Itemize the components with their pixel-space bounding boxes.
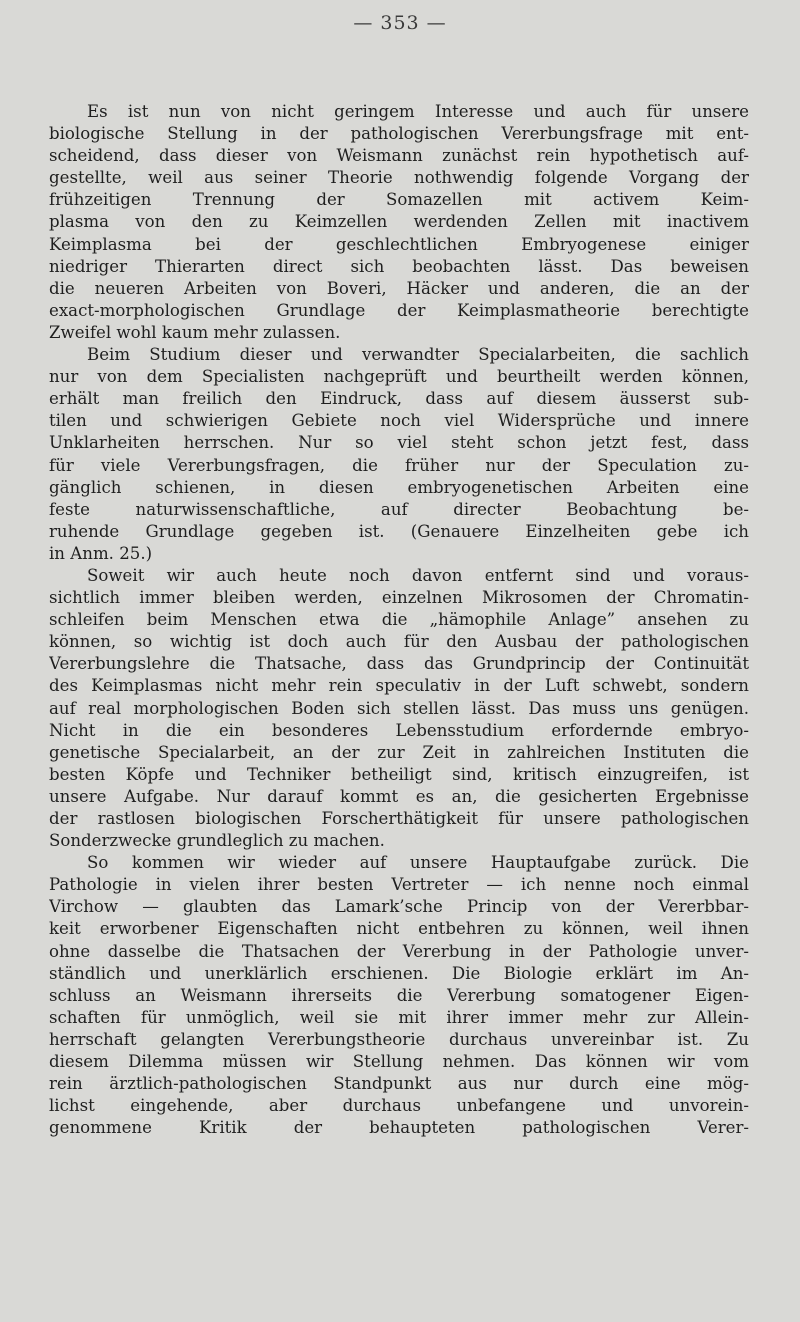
text-line: Unklarheiten herrschen. Nur so viel steht schon jetzt fest, dass	[49, 433, 749, 453]
text-line: können, so wichtig ist doch auch für den Ausbau der pathologischen	[49, 632, 749, 652]
text-line: genommene Kritik der behaupteten pathologischen Verer-	[49, 1118, 749, 1138]
text-line: Virchow — glaubten das Lamark’sche Princip von der Vererbbar-	[49, 897, 749, 917]
text-line: der rastlosen biologischen Forscherthätigkeit für unsere pathologischen	[49, 809, 749, 828]
text-line: Soweit wir auch heute noch davon entfernt sind und voraus-	[87, 565, 749, 585]
text-line: tilen und schwierigen Gebiete noch viel Widersprüche und innere	[49, 411, 749, 431]
text-line: Vererbungslehre die Thatsache, dass das Grundprincip der Continuität	[49, 654, 749, 674]
text-line: plasma von den zu Keimzellen werdenden Zellen mit inactivem	[49, 212, 749, 232]
text-line: keit erworbener Eigenschaften nicht entbehren zu können, weil ihnen	[49, 919, 749, 939]
text-line: gestellte, weil aus seiner Theorie nothwendig folgende Vorgang der	[49, 168, 749, 188]
text-line: So kommen wir wieder auf unsere Hauptaufgabe zurück. Die	[87, 853, 749, 873]
text-line: sichtlich immer bleiben werden, einzelnen Mikrosomen der Chromatin-	[49, 588, 749, 608]
text-line: Pathologie in vielen ihrer besten Vertreter — ich nenne noch einmal	[49, 875, 749, 895]
text-line: ruhende Grundlage gegeben ist. (Genauere Einzelheiten gebe ich	[49, 521, 749, 541]
text-line: biologische Stellung in der pathologischen Vererbungsfrage mit ent-	[49, 124, 749, 144]
text-line: gänglich schienen, in diesen embryogenetischen Arbeiten eine	[49, 477, 749, 497]
text-line: schluss an Weismann ihrerseits die Vererbung somatogener Eigen-	[49, 985, 749, 1005]
text-line: genetische Specialarbeit, an der zur Zeit in zahlreichen Instituten die	[49, 742, 749, 762]
text-line: schleifen beim Menschen etwa die „hämophile Anlage” ansehen zu	[49, 610, 749, 630]
text-line: herrschaft gelangten Vererbungstheorie durchaus unvereinbar ist. Zu	[49, 1029, 749, 1049]
text-line: unsere Aufgabe. Nur darauf kommt es an, die gesicherten Ergebnisse	[49, 786, 749, 806]
text-line: schaften für unmöglich, weil sie mit ihrer immer mehr zur Allein-	[49, 1007, 749, 1027]
text-line: rein ärztlich-pathologischen Standpunkt aus nur durch eine mög-	[49, 1074, 749, 1094]
text-line: für viele Vererbungsfragen, die früher nur der Speculation zu-	[49, 455, 749, 475]
text-line: Keimplasma bei der geschlechtlichen Embryogenese einiger	[49, 234, 749, 254]
text-line: in Anm. 25.)	[49, 543, 153, 563]
text-line: die neueren Arbeiten von Boveri, Häcker und anderen, die an der	[49, 278, 749, 298]
body-text	[49, 101, 749, 1139]
text-line: feste naturwissenschaftliche, auf directer Beobachtung be-	[49, 499, 749, 519]
text-line: exact-morphologischen Grundlage der Keimplasmatheorie berechtigte	[49, 300, 749, 320]
text-line: ohne dasselbe die Thatsachen der Vererbung in der Pathologie unver-	[49, 941, 749, 961]
text-line: erhält man freilich den Eindruck, dass auf diesem äusserst sub-	[49, 389, 749, 409]
text-line: Sonderzwecke grundleglich zu machen.	[49, 831, 385, 851]
page-number: — 353 —	[353, 12, 447, 34]
text-line: frühzeitigen Trennung der Somazellen mit activem Keim-	[49, 190, 749, 210]
text-line: lichst eingehende, aber durchaus unbefangene und unvorein-	[49, 1096, 749, 1116]
text-line: Beim Studium dieser und verwandter Specialarbeiten, die sachlich	[87, 345, 749, 365]
text-line: des Keimplasmas nicht mehr rein speculativ in der Luft schwebt, sondern	[49, 676, 749, 696]
text-line: Zweifel wohl kaum mehr zulassen.	[49, 322, 341, 342]
text-line: auf real morphologischen Boden sich stellen lässt. Das muss uns genügen.	[49, 698, 749, 718]
text-line: Es ist nun von nicht geringem Interesse und auch für unsere	[87, 102, 749, 121]
text-line: besten Köpfe und Techniker betheiligt sind, kritisch einzugreifen, ist	[49, 764, 749, 784]
text-line: Nicht in die ein besonderes Lebensstudium erfordernde embryo-	[49, 720, 749, 740]
text-line: nur von dem Specialisten nachgeprüft und beurtheilt werden können,	[49, 367, 749, 387]
text-line: diesem Dilemma müssen wir Stellung nehmen. Das können wir vom	[49, 1052, 749, 1072]
text-line: scheidend, dass dieser von Weismann zunächst rein hypothetisch auf-	[49, 146, 749, 166]
text-line: ständlich und unerklärlich erschienen. Die Biologie erklärt im An-	[49, 963, 749, 983]
text-line: niedriger Thierarten direct sich beobachten lässt. Das beweisen	[49, 256, 749, 276]
